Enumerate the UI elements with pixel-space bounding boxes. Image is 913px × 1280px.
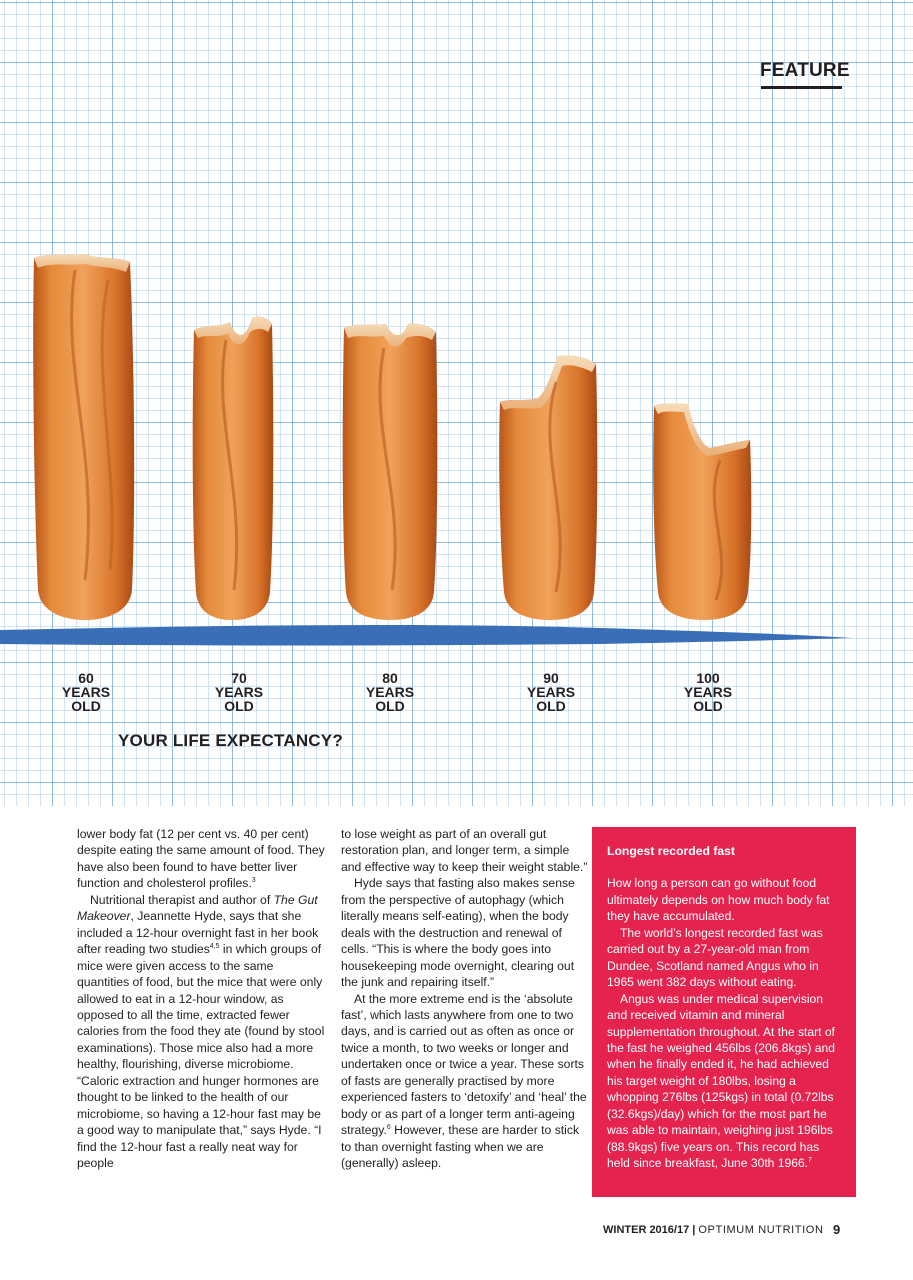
book-title: The Gut Makeover	[77, 892, 318, 924]
age-suffix: OLD	[536, 698, 566, 714]
article-column-1	[77, 826, 327, 1172]
sidebar-paragraph: How long a person can go without food ultimately depends on how much body fat they have accumulated.	[607, 876, 830, 924]
citation-ref: 3	[251, 877, 256, 885]
age-unit: YEARS	[365, 684, 415, 700]
age-label-60	[46, 671, 126, 713]
bar-baguette-100	[650, 400, 756, 622]
magazine-name: OPTIMUM NUTRITION	[698, 1224, 824, 1236]
age-label-80	[350, 671, 430, 713]
age-unit: YEARS	[214, 684, 264, 700]
age-label-70	[199, 671, 279, 713]
age-suffix: OLD	[224, 698, 254, 714]
age-value: 90	[543, 670, 559, 686]
paragraph	[341, 991, 591, 1172]
section-label-underline	[761, 86, 842, 89]
age-value: 80	[382, 670, 398, 686]
paragraph: Hyde says that fasting also makes sense from the perspective of autophagy (which literally means self-eating), when the body deals with the destruction and renewal of cells. “This is where the body goes into housekeeping mode overnight, clearing out the junk and repairing itself.”	[341, 876, 575, 990]
footer-separator: |	[692, 1224, 696, 1236]
age-label-100	[668, 671, 748, 713]
paragraph: to lose weight as part of an overall gut restoration plan, and longer term, a simple and effective way to keep their weight stable.”	[341, 827, 588, 874]
hero-question: YOUR LIFE EXPECTANCY?	[118, 731, 343, 750]
page-number: 9	[833, 1222, 841, 1237]
sidebar-text: Angus was under medical supervision and received vitamin and mineral supplementation throughout. At the start of the fast he weighed 456lbs (206.8kgs) and when he finally ended it, he had achieved his target weight of 180lbs, losing a whopping 276lbs (125kgs) in total (0.72lbs (32.6kgs)/day) which for the most part he was able to maintain, weighing just 196lbs (88.9kgs) five years on. This record has held since breakfast, June 30th 1966.	[607, 991, 835, 1171]
paragraph-text: lower body fat (12 per cent vs. 40 per cent) despite eating the same amount of food. They have also been found to have better liver function and cholesterol profiles.	[77, 827, 325, 891]
bar-baguette-70	[190, 310, 276, 622]
paragraph-text: However, these are harder to stick to than overnight fasting when we are (generally) asleep.	[341, 1123, 580, 1171]
age-suffix: OLD	[71, 698, 101, 714]
section-label: FEATURE	[760, 60, 850, 81]
citation-ref: 7	[808, 1157, 812, 1165]
article-column-2	[341, 826, 591, 1172]
age-suffix: OLD	[375, 698, 405, 714]
sidebar-title: Longest recorded fast	[607, 844, 735, 858]
age-unit: YEARS	[526, 684, 576, 700]
age-label-90	[511, 671, 591, 713]
issue-date: WINTER 2016/17	[603, 1224, 690, 1236]
paragraph	[77, 826, 327, 892]
sidebar-paragraph: The world’s longest recorded fast was carried out by a 27-year-old man from Dundee, Scotland named Angus who in 1965 went 382 days without eating.	[607, 925, 823, 990]
bar-baguette-90	[496, 352, 602, 622]
citation-ref: 4,5	[209, 943, 220, 951]
paragraph-text: Nutritional therapist and author of	[90, 892, 274, 907]
citation-ref: 6	[386, 1124, 391, 1132]
age-suffix: OLD	[693, 698, 723, 714]
paragraph-text: , Jeannette Hyde, says that she included a 12-hour overnight fast in her book after reading two studies	[77, 909, 319, 957]
paragraph-text: At the more extreme end is the ‘absolute fast’, which lasts anywhere from one to two days, and is carried out as often as once or twice a month, to two weeks or longer and undertaken once or twice a year. These sorts of fasts are generally practised by more experienced fasters to ‘detoxify’ and ‘heal’ the body or as part of a longer term anti-ageing strategy.	[341, 991, 587, 1138]
age-unit: YEARS	[683, 684, 733, 700]
paragraph-text: in which groups of mice were given access to the same quantities of food, but the mice that were only allowed to eat in a 12-hour window, as opposed to all the time, extracted fewer calories from the food they ate (found by stool examinations). Those mice also had a more healthy, flourishing, diverse microbiome. “Caloric extraction and hunger hormones are thought to be linked to the health of our microbiome, so having a 12-hour fast may be a good way to manipulate that,” says Hyde. “I find the 12-hour fast a really neat way for people	[77, 942, 325, 1171]
age-value: 60	[78, 670, 94, 686]
bar-baguette-60	[30, 250, 140, 622]
page-footer	[603, 1224, 823, 1236]
sidebar-box	[592, 827, 856, 1197]
age-value: 100	[696, 670, 720, 686]
sidebar-paragraph	[607, 991, 842, 1172]
bar-baguette-80	[340, 318, 440, 622]
axis-baseline	[0, 620, 913, 650]
paragraph	[77, 892, 327, 1172]
age-value: 70	[231, 670, 247, 686]
age-unit: YEARS	[61, 684, 111, 700]
